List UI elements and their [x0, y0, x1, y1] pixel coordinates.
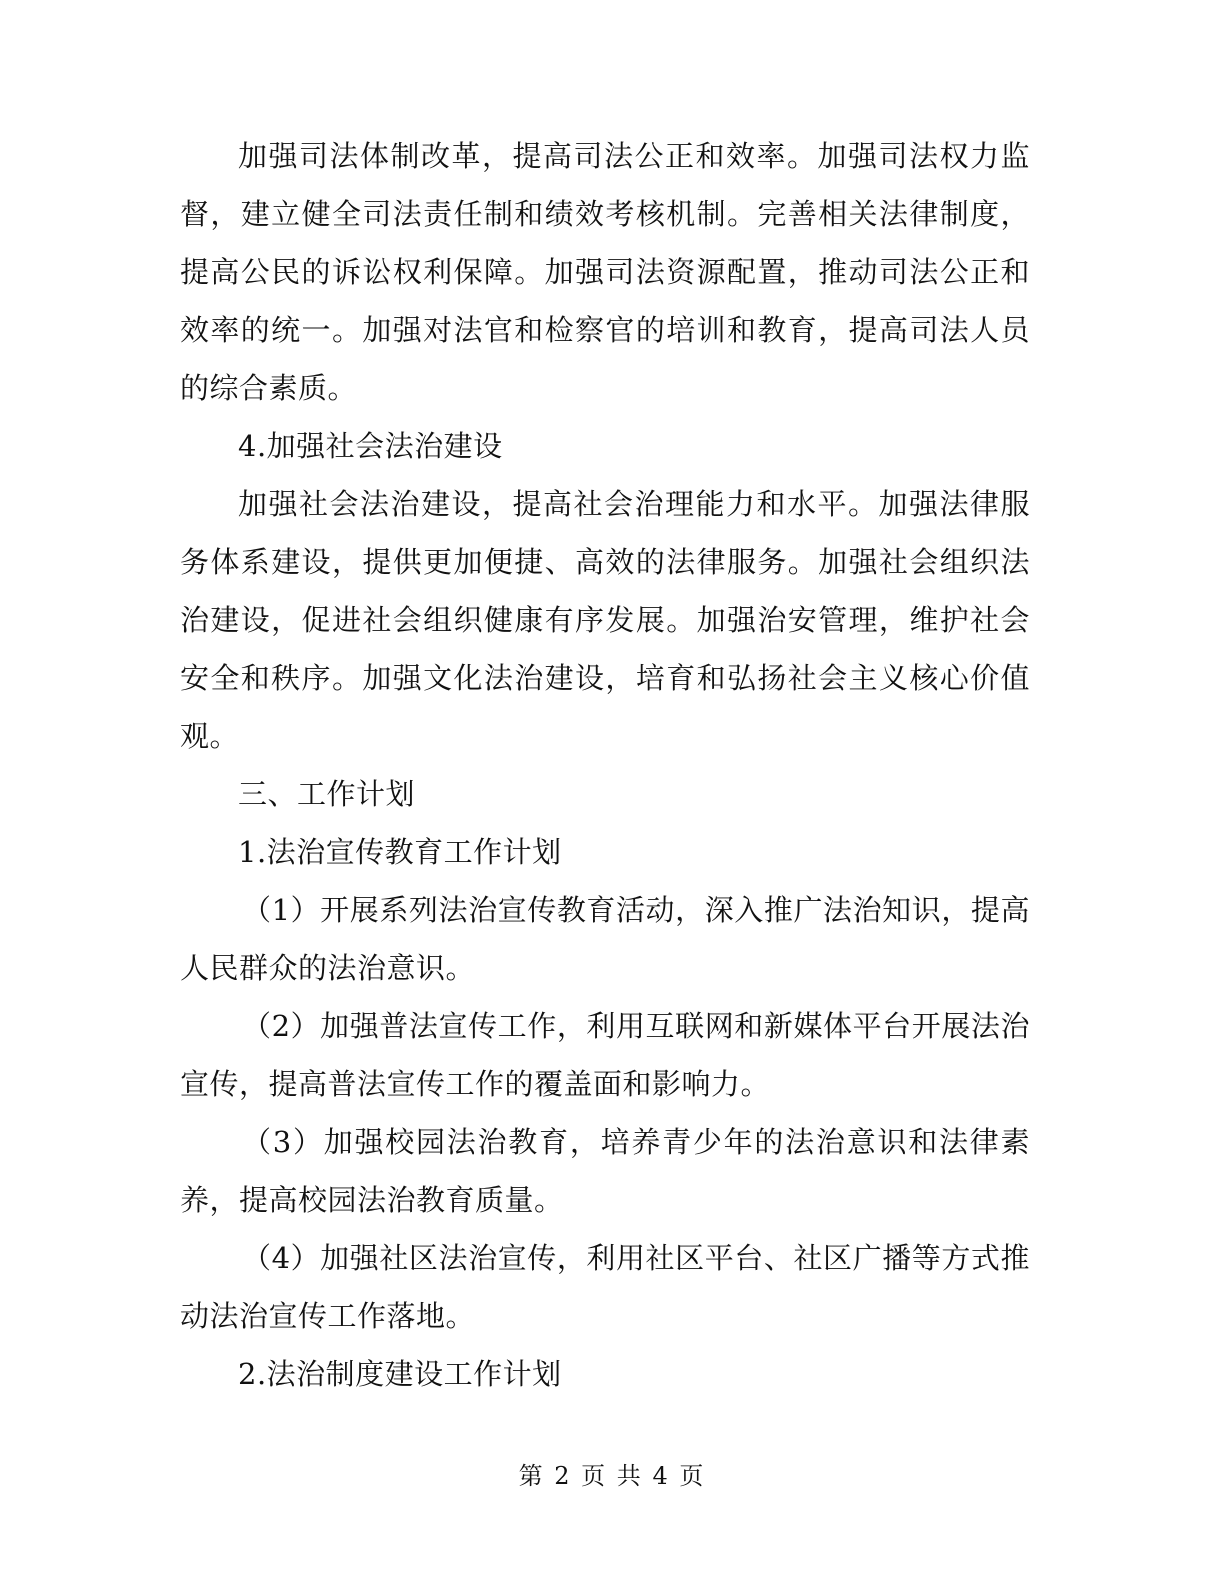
- page-footer: 第 2 页 共 4 页: [518, 1462, 706, 1490]
- paragraph-social-rule-of-law: 加强社会法治建设，提高社会治理能力和水平。加强法律服务体系建设，提供更加便捷、高效的法律服务。加强社会组织法治建设，促进社会组织健康有序发展。加强治安管理，维护社会安全和秩序。加强文化法治建设，培育和弘扬社会主义核心价值观。: [180, 487, 1030, 753]
- paragraph-judicial-reform: 加强司法体制改革，提高司法公正和效率。加强司法权力监督，建立健全司法责任制和绩效考核机制。完善相关法律制度，提高公民的诉讼权利保障。加强司法资源配置，推动司法公正和效率的统一。加强对法官和检察官的培训和教育，提高司法人员的综合素质。: [180, 139, 1030, 405]
- section-heading-social-rule-of-law: 4.加强社会法治建设: [238, 429, 503, 463]
- document-body: [180, 127, 1030, 1403]
- chapter-heading-work-plan: 三、工作计划: [238, 777, 416, 811]
- list-item-1: （1）开展系列法治宣传教育活动，深入推广法治知识，提高人民群众的法治意识。: [180, 893, 1030, 985]
- list-item-3: （3）加强校园法治教育，培养青少年的法治意识和法律素养，提高校园法治教育质量。: [180, 1125, 1030, 1217]
- list-item-2: （2）加强普法宣传工作，利用互联网和新媒体平台开展法治宣传，提高普法宣传工作的覆盖面和影响力。: [180, 1009, 1030, 1101]
- list-item-4: （4）加强社区法治宣传，利用社区平台、社区广播等方式推动法治宣传工作落地。: [180, 1241, 1030, 1333]
- section-heading-system-construction: 2.法治制度建设工作计划: [238, 1357, 562, 1391]
- section-heading-publicity-education: 1.法治宣传教育工作计划: [238, 835, 562, 869]
